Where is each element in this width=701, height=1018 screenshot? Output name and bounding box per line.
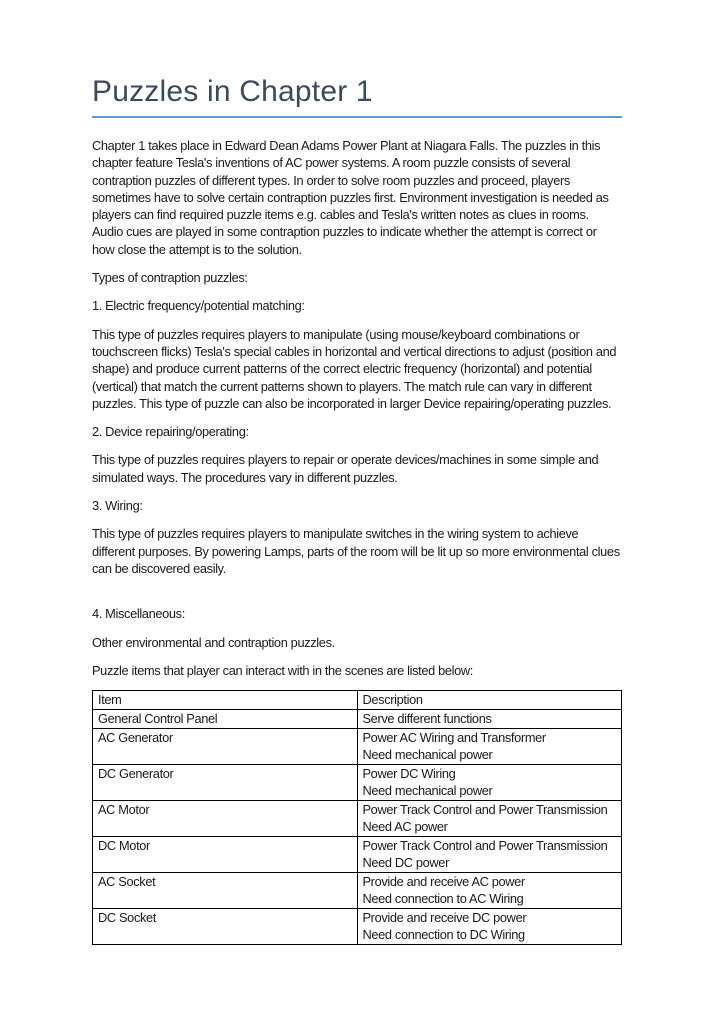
item-cell: General Control Panel [93, 710, 358, 729]
table-row [93, 801, 622, 837]
description-cell [357, 710, 622, 729]
description-cell [357, 873, 622, 909]
page-title: Puzzles in Chapter 1 [92, 74, 622, 118]
paragraph-type1-body: This type of puzzles requires players to manipulate (using mouse/keyboard combinations or touchscreen flicks) Tesla's special cables in horizontal and vertical directions to adjust (position and shape) and produce current patterns of the correct electric frequency (horizontal) and potential (vertical) that match the current patterns shown to players. The match rule can vary in different puzzles. This type of puzzle can also be incorporated in larger Device repairing/operating puzzles. [92, 326, 617, 411]
item-cell: AC Motor [93, 801, 358, 837]
description-line: Need mechanical power [362, 783, 493, 799]
paragraph-intro: Chapter 1 takes place in Edward Dean Adams Power Plant at Niagara Falls. The puzzles in this chapter feature Tesla's inventions of AC power systems. A room puzzle consists of several contraption puzzles of different types. In order to solve room puzzles and proceed, players sometimes have to solve certain contraption puzzles first. Environment investigation is needed as players can find required puzzle items e.g. cables and Tesla's written notes as clues in rooms. Audio cues are played in some contraption puzzles to indicate whether the attempt is correct or how close the attempt is to the solution. [92, 138, 609, 257]
description-line: Need connection to AC Wiring [362, 891, 524, 907]
table-row [93, 729, 622, 765]
description-cell [357, 837, 622, 873]
description-line: Power Track Control and Power Transmission [362, 838, 608, 854]
description-line: Need connection to DC Wiring [362, 927, 525, 943]
paragraph-type2-heading: 2. Device repairing/operating: [92, 424, 249, 440]
paragraph-type2-body: This type of puzzles requires players to repair or operate devices/machines in some simple and simulated ways. The procedures vary in different puzzles. [92, 452, 599, 485]
description-line: Need mechanical power [362, 747, 493, 763]
paragraph-type4-body: Other environmental and contraption puzzles. [92, 634, 335, 650]
description-line: Provide and receive DC power [362, 910, 527, 926]
description-cell [357, 801, 622, 837]
table-header-description: Description [357, 691, 622, 710]
table-header-row [93, 691, 622, 710]
table-row [93, 765, 622, 801]
item-cell: DC Socket [93, 909, 358, 945]
document-content [92, 74, 622, 945]
paragraph-types-heading: Types of contraption puzzles: [92, 270, 248, 286]
description-line: Power AC Wiring and Transformer [362, 730, 546, 746]
description-line: Need AC power [362, 819, 448, 835]
description-cell [357, 765, 622, 801]
description-line: Provide and receive AC power [362, 874, 525, 890]
table-header-item: Item [93, 691, 358, 710]
paragraph-table-lead-in: Puzzle items that player can interact with in the scenes are listed below: [92, 662, 473, 678]
description-cell [357, 729, 622, 765]
table-row [93, 873, 622, 909]
description-cell [357, 909, 622, 945]
document-body [92, 137, 622, 945]
paragraph-type1-heading: 1. Electric frequency/potential matching: [92, 298, 305, 314]
item-cell: AC Generator [93, 729, 358, 765]
item-cell: DC Generator [93, 765, 358, 801]
description-line: Serve different functions [362, 711, 492, 727]
puzzle-items-table [92, 690, 622, 945]
table-row [93, 909, 622, 945]
description-line: Power Track Control and Power Transmission [362, 802, 608, 818]
table-row [93, 837, 622, 873]
description-line: Need DC power [362, 855, 449, 871]
description-line: Power DC Wiring [362, 766, 456, 782]
item-cell: DC Motor [93, 837, 358, 873]
table-row [93, 710, 622, 729]
paragraph-type3-body: This type of puzzles requires players to manipulate switches in the wiring system to achieve different purposes. By powering Lamps, parts of the room will be lit up so more environmental clues can be discovered easily. [92, 526, 620, 576]
item-cell: AC Socket [93, 873, 358, 909]
paragraph-type3-heading: 3. Wiring: [92, 498, 143, 514]
paragraph-type4-heading: 4. Miscellaneous: [92, 606, 185, 622]
